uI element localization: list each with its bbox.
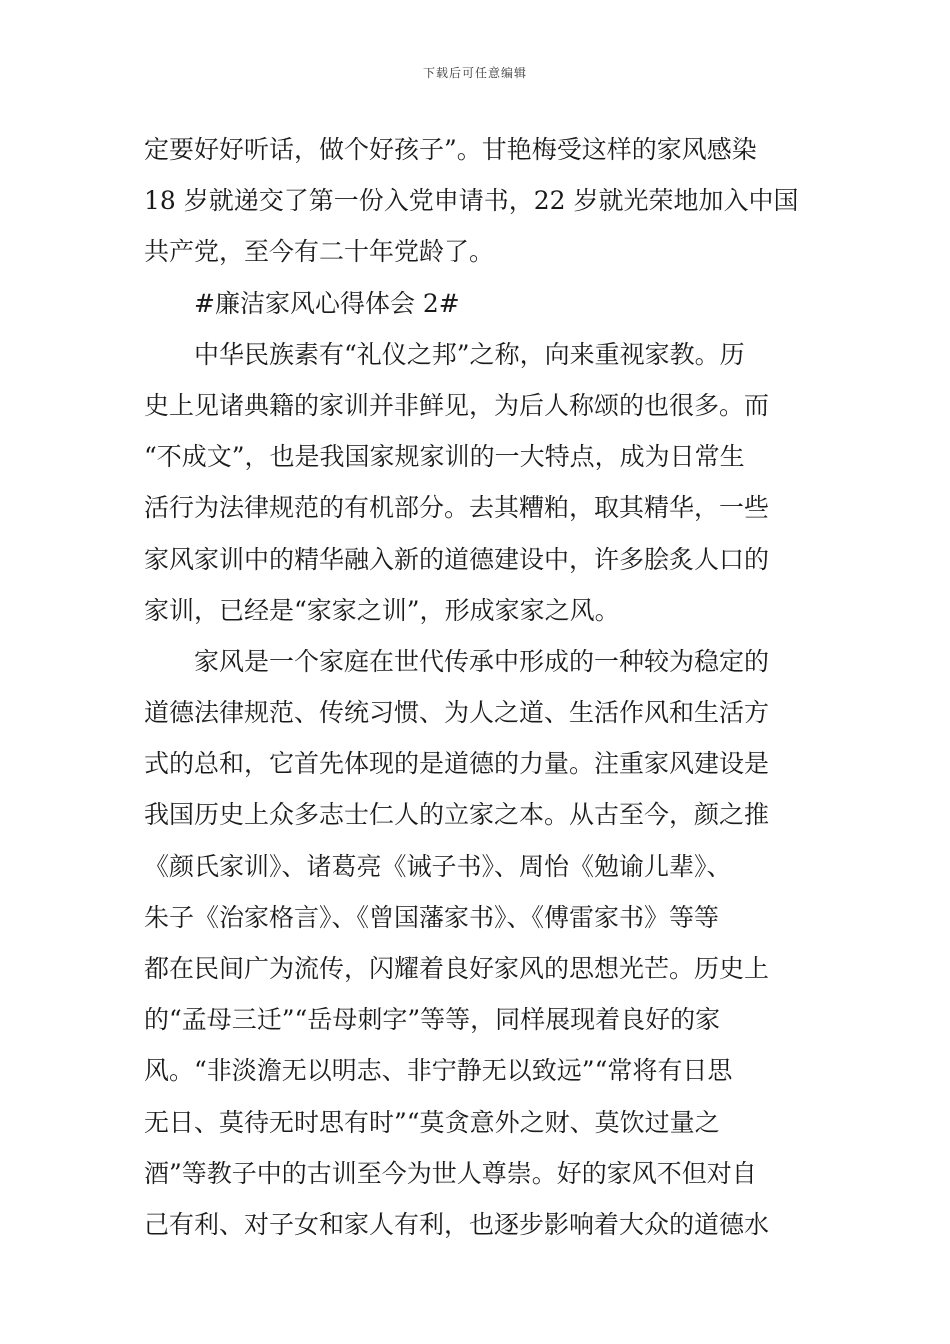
text-line: 定要好好听话，做个好孩子”。甘艳梅受这样的家风感染	[144, 135, 757, 164]
text-line: 我国历史上众多志士仁人的立家之本。从古至今，颜之推	[144, 800, 770, 830]
document-body	[144, 124, 809, 1250]
text-line: 的“孟母三迁”“岳母刺字”等等，同样展现着良好的家	[144, 1005, 721, 1035]
text-line: 史上见诸典籍的家训并非鲜见，为后人称颂的也很多。而	[144, 390, 770, 420]
text-line: 酒”等教子中的古训至今为世人尊崇。好的家风不但对自	[144, 1158, 757, 1188]
text-line: 都在民间广为流传，闪耀着良好家风的思想光芒。历史上	[144, 954, 770, 983]
text-line: “不成文”，也是我国家规家训的一大特点，成为日常生	[144, 442, 745, 472]
text-line: 家风是一个家庭在世代传承中形成的一种较为稳定的	[194, 646, 770, 676]
text-line: 风。“非淡澹无以明志、非宁静无以致远”“常将有日思	[144, 1056, 733, 1086]
text-line: 中华民族素有“礼仪之邦”之称，向来重视家教。历	[194, 339, 745, 369]
text-line: 朱子《治家格言》、《曾国藩家书》、《傅雷家书》等等	[144, 902, 720, 932]
text-line: 家训，已经是“家家之训”，形成家家之风。	[144, 595, 620, 625]
text-line: 道德法律规范、传统习惯、为人之道、生活作风和生活方	[144, 698, 770, 728]
page-header-note: 下载后可任意编辑	[422, 66, 527, 80]
text-line: 己有利、对子女和家人有利，也逐步影响着大众的道德水	[144, 1209, 770, 1239]
text-line: 18 岁就递交了第一份入党申请书，22 岁就光荣地加入中国	[144, 186, 799, 216]
text-line: 家风家训中的精华融入新的道德建设中，许多脍炙人口的	[144, 544, 770, 574]
text-line: 无日、莫待无时思有时”“莫贪意外之财、莫饮过量之	[144, 1107, 720, 1137]
text-line: 《颜氏家训》、诸葛亮《诫子书》、周怡《勉谕儿辈》、	[144, 851, 732, 881]
section-heading: #廉洁家风心得体会 2#	[194, 288, 460, 318]
text-line: 共产党，至今有二十年党龄了。	[144, 237, 495, 267]
text-line: 活行为法律规范的有机部分。去其糟粕，取其精华，一些	[144, 493, 770, 523]
text-line: 式的总和，它首先体现的是道德的力量。注重家风建设是	[144, 749, 770, 779]
